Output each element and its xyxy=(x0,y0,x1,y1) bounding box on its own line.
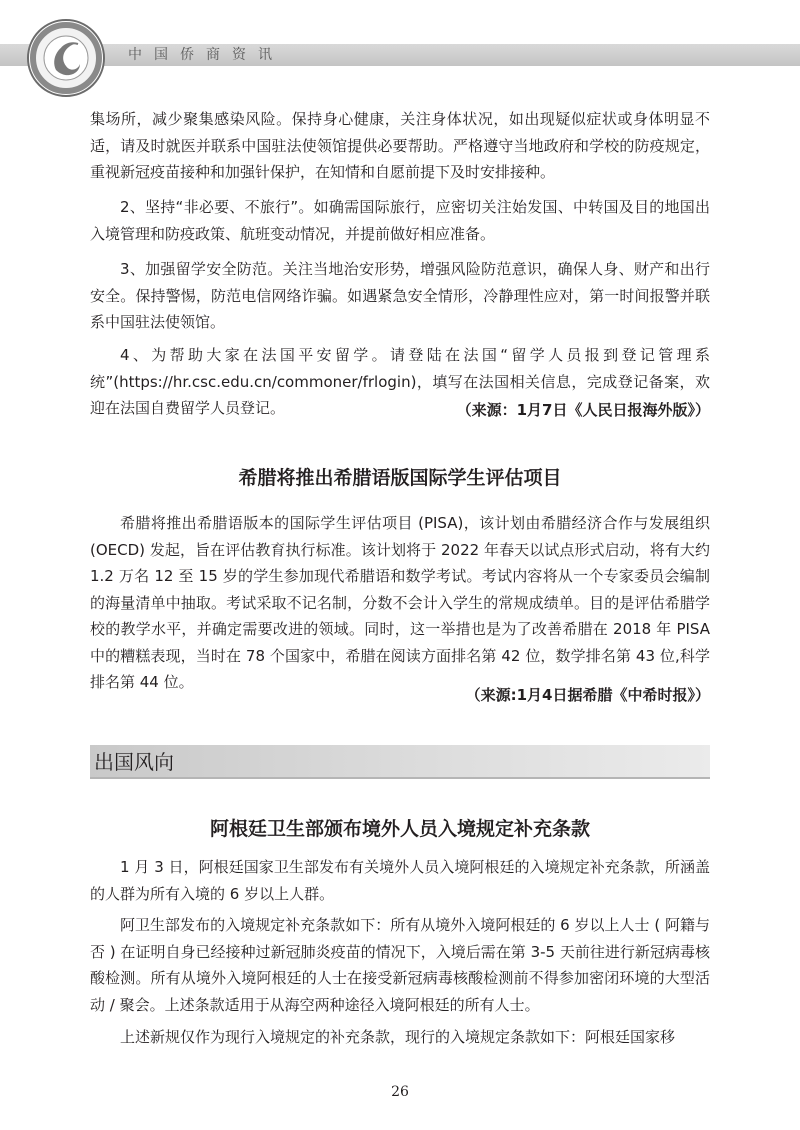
header-band xyxy=(0,44,800,66)
article2-paragraph-3: 上述新规仅作为现行入境规定的补充条款，现行的入境规定条款如下：阿根廷国家移 xyxy=(120,1028,676,1046)
article1-source-row xyxy=(90,682,710,709)
article1-body: 希腊将推出希腊语版本的国际学生评估项目 (PISA)，该计划由希腊经济合作与发展组织 (OECD) 发起，旨在评估教育执行标准。该计划将于 2022 年春天以试点形式启动，将有大约 1.2 万名 12 至 15 岁的学生参加现代希腊语和数学考试。考试内容将从一个专家委员会编制的海量清单中抽取。考试采取不记名制，分数不会计入学生的常规成绩单。目的是评估希腊学校的教学水平，并确定需要改进的领域。同时，这一举措也是为了改善希腊在 2018 年 PISA 中的糟糕表现，当时在 78 个国家中，希腊在阅读方面排名第 42 位，数学排名第 43 位,科学排名第 44 位。 xyxy=(90,514,710,691)
logo-emblem-icon xyxy=(26,18,106,98)
category-label: 出国风向 xyxy=(94,750,174,774)
intro-paragraph-4: 4、为帮助大家在法国平安留学。请登陆在法国“留学人员报到登记管理系统”(https://hr.csc.edu.cn/commoner/frlogin)，填写在法国相关信息，完成登记备案，欢迎在法国自费留学人员登记。 xyxy=(90,346,710,417)
intro-paragraph-2: 2、坚持“非必要、不旅行”。如确需国际旅行，应密切关注始发国、中转国及目的地国出入境管理和防疫政策、航班变动情况，并提前做好相应准备。 xyxy=(90,198,710,243)
header-title: 中国侨商资讯 xyxy=(128,47,284,63)
article2-title: 阿根廷卫生部颁布境外人员入境规定补充条款 xyxy=(209,818,590,840)
article1-source: （来源:1月4日据希腊《中希时报》） xyxy=(465,686,710,704)
intro-source-row xyxy=(90,397,710,424)
intro-paragraph-3: 3、加强留学安全防范。关注当地治安形势，增强风险防范意识，确保人身、财产和出行安全。保持警惕，防范电信网络诈骗。如遇紧急安全情形，冷静理性应对，第一时间报警并联系中国驻法使领馆。 xyxy=(90,260,710,331)
page-number: 26 xyxy=(391,1084,409,1100)
article2-paragraph-1: 1 月 3 日，阿根廷国家卫生部发布有关境外人员入境阿根廷的入境规定补充条款，所涵盖的人群为所有入境的 6 岁以上人群。 xyxy=(90,858,710,903)
article1-title: 希腊将推出希腊语版国际学生评估项目 xyxy=(238,467,562,489)
category-band xyxy=(90,745,710,779)
intro-source: （来源：1月7日《人民日报海外版》） xyxy=(456,401,710,419)
intro-paragraph-1: 集场所，减少聚集感染风险。保持身心健康，关注身体状况，如出现疑似症状或身体明显不适，请及时就医并联系中国驻法使领馆提供必要帮助。严格遵守当地政府和学校的防疫规定，重视新冠疫苗接种和加强针保护，在知情和自愿前提下及时安排接种。 xyxy=(90,110,710,181)
article2-paragraph-2: 阿卫生部发布的入境规定补充条款如下：所有从境外入境阿根廷的 6 岁以上人士 ( 阿籍与否 ) 在证明自身已经接种过新冠肺炎疫苗的情况下，入境后需在第 3-5 天前往进行新冠病毒核酸检测。所有从境外入境阿根廷的人士在接受新冠病毒核酸检测前不得参加密闭环境的大型活动 / 聚会。上述条款适用于从海空两种途径入境阿根廷的所有人士。 xyxy=(90,916,710,1014)
